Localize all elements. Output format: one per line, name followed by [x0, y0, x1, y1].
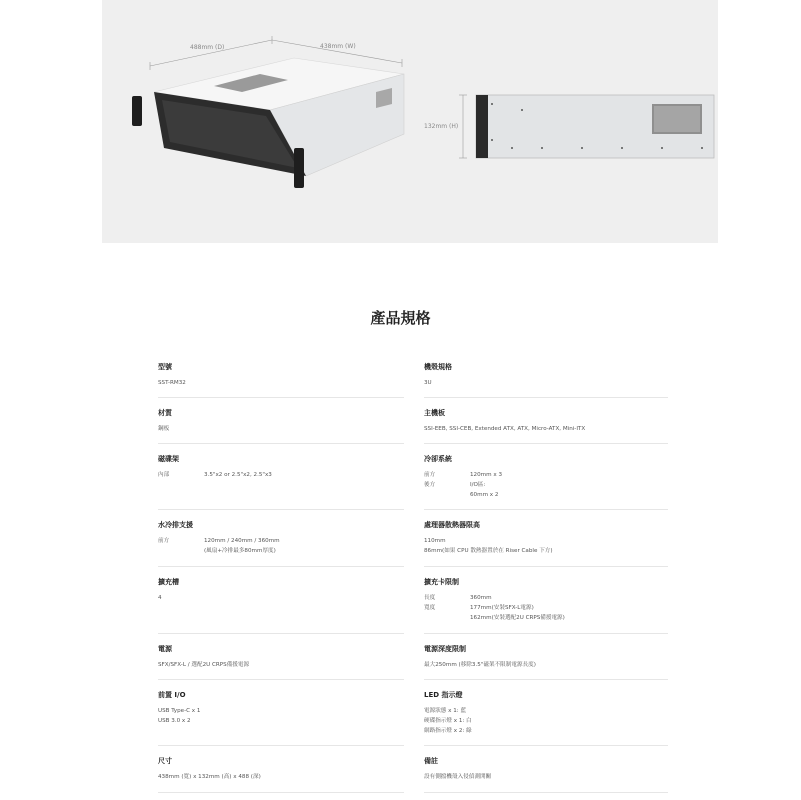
spec-value: 最大250mm (移除3.5"磁架不限制電源長度)	[424, 662, 536, 668]
spec-row: 後方 I/O區: 60mm x 2	[424, 482, 499, 498]
spec-value: 設有側擋機殼入侵偵測開關	[424, 774, 492, 780]
spec-title: 電源深度限制	[424, 645, 466, 653]
divider	[424, 633, 668, 634]
spec-title: 擴充槽	[158, 578, 179, 586]
spec-title: 處理器散熱器限高	[424, 521, 480, 529]
spec-row: 前方 120mm x 3	[424, 472, 503, 478]
divider	[424, 792, 668, 793]
spec-row: 長度 360mm	[424, 595, 492, 601]
page-title: 產品規格	[370, 309, 431, 327]
divider	[424, 397, 668, 398]
divider	[158, 443, 404, 444]
divider	[158, 745, 404, 746]
spec-line: 網路指示燈 x 2: 綠	[424, 728, 472, 734]
spec-value: SFX/SFX-L / 選配2U CRPS備援電源	[158, 662, 250, 668]
spec-line: 硬碟指示燈 x 1: 白	[424, 718, 472, 724]
dimension-height-label: 132mm (H)	[424, 123, 459, 130]
spec-expansion-card-limit	[424, 578, 670, 623]
divider	[424, 566, 668, 567]
spec-title: 型號	[158, 363, 172, 371]
spec-front-io	[158, 691, 404, 726]
spec-expansion-slots	[158, 578, 404, 603]
spec-line: 86mm(如果 CPU 散熱器置於在 Riser Cable 下方)	[424, 548, 553, 554]
spec-title: LED 指示燈	[424, 691, 463, 699]
spec-title: 尺寸	[158, 757, 172, 765]
divider	[158, 509, 404, 510]
spec-dimensions	[158, 757, 404, 782]
spec-value: 4	[158, 595, 162, 601]
spec-row: 前方 120mm / 240mm / 360mm (風扇+冷排最多80mm厚度)	[158, 538, 280, 554]
spec-form-factor	[424, 363, 670, 388]
divider	[424, 679, 668, 680]
spec-value: SST-RM32	[158, 380, 186, 386]
spec-title: 擴充卡限制	[424, 578, 459, 586]
spec-material	[158, 409, 404, 434]
spec-cpu-cooler-height	[424, 521, 670, 556]
divider	[158, 566, 404, 567]
divider	[158, 792, 404, 793]
spec-power-supply	[158, 645, 404, 670]
spec-value: 438mm (寬) x 132mm (高) x 488 (深)	[158, 774, 261, 780]
spec-row: 寬度 177mm(安裝SFX-L電源) 162mm(安裝選配2U CRPS備援電源)	[424, 605, 565, 621]
spec-cooling	[424, 455, 670, 500]
spec-title: 磁碟架	[158, 455, 179, 463]
spec-psu-depth-limit	[424, 645, 670, 670]
spec-line: USB 3.0 x 2	[158, 718, 191, 724]
spec-drive-bays	[158, 455, 404, 480]
spec-title: 水冷排支援	[158, 521, 193, 529]
divider	[158, 679, 404, 680]
divider	[158, 633, 404, 634]
divider	[158, 397, 404, 398]
spec-title: 機殼規格	[424, 363, 452, 371]
dimension-width-label: 438mm (W)	[320, 43, 356, 50]
spec-title: 主機板	[424, 409, 445, 417]
spec-line: 電源狀態 x 1: 藍	[424, 708, 467, 714]
spec-title: 材質	[158, 409, 172, 417]
divider	[424, 745, 668, 746]
product-hero-image	[102, 0, 718, 243]
spec-line: USB Type-C x 1	[158, 708, 201, 714]
spec-row: 內部 3.5"x2 or 2.5"x2, 2.5"x3	[158, 472, 272, 478]
spec-led-indicators	[424, 691, 670, 736]
spec-notes	[424, 757, 670, 782]
spec-title: 電源	[158, 645, 172, 653]
spec-title: 前置 I/O	[158, 691, 186, 699]
spec-model	[158, 363, 404, 388]
spec-line: 110mm	[424, 538, 446, 544]
chassis-illustration	[102, 0, 718, 243]
spec-radiator-support	[158, 521, 404, 556]
divider	[424, 509, 668, 510]
spec-title: 冷卻系統	[424, 455, 452, 463]
spec-motherboard	[424, 409, 670, 434]
spec-value: 鋼板	[158, 426, 170, 432]
divider	[424, 443, 668, 444]
dimension-depth-label: 488mm (D)	[190, 44, 225, 51]
spec-value: SSI-EEB, SSI-CEB, Extended ATX, ATX, Micro-ATX, Mini-ITX	[424, 426, 586, 432]
spec-title: 備註	[424, 757, 438, 765]
spec-value: 3U	[424, 380, 432, 386]
